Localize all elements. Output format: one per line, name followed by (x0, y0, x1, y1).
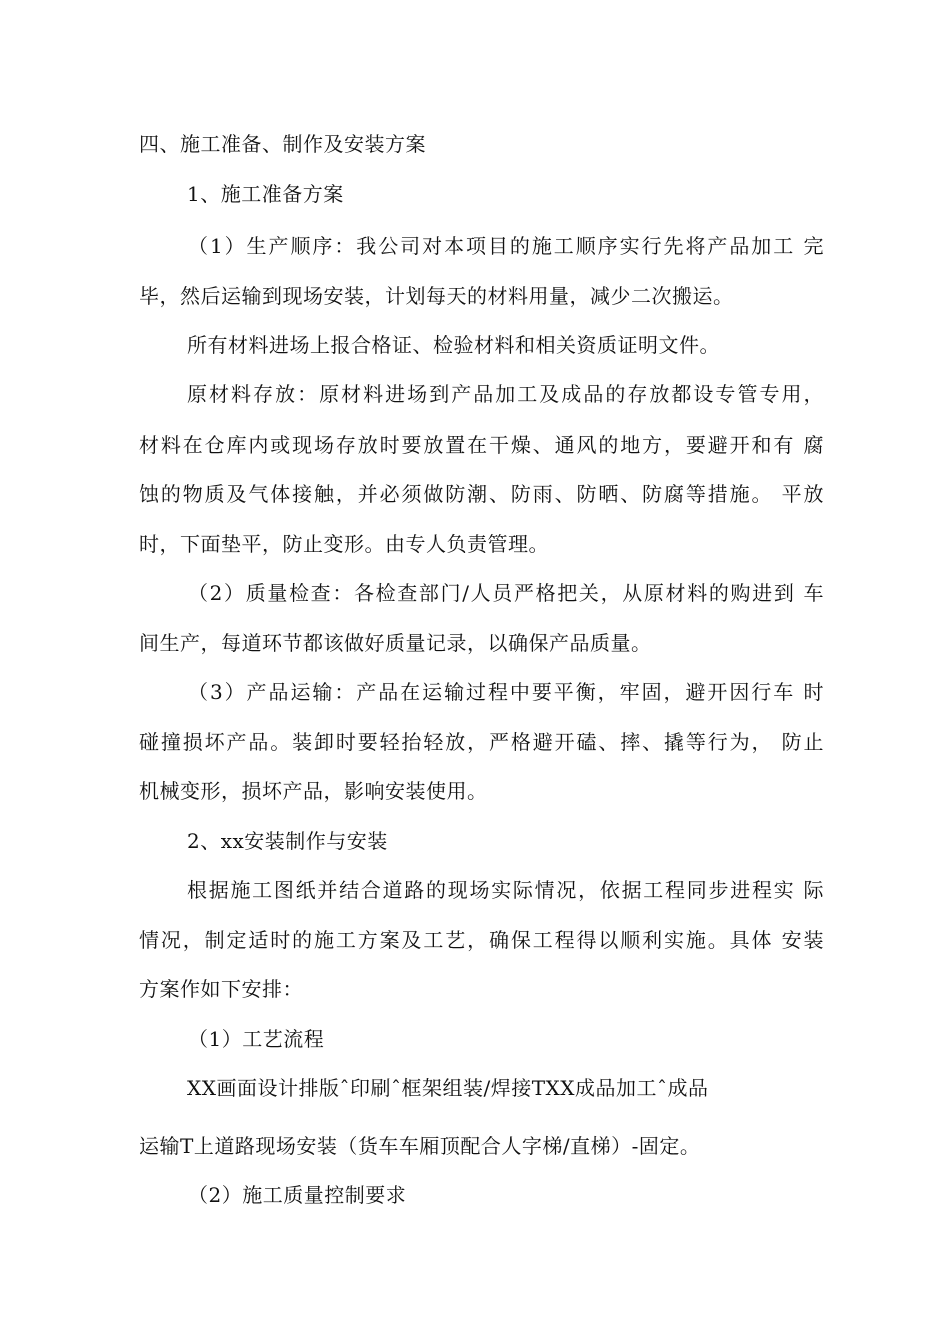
sub-heading-installation: 2、xx安装制作与安装 (187, 829, 388, 853)
para-storage-line-2: 材料在仓库内或现场存放时要放置在干燥、通风的地方，要避开和有 腐 (139, 433, 824, 457)
sub-heading-preparation: 1、施工准备方案 (187, 182, 344, 206)
item-quality-control-heading: （2）施工质量控制要求 (188, 1183, 407, 1207)
para-storage-line-4: 时，下面垫平，防止变形。由专人负责管理。 (139, 532, 549, 556)
para-storage-line-1: 原材料存放：原材料进场到产品加工及成品的存放都设专管专用， (187, 382, 824, 406)
para-plan-line-1: 根据施工图纸并结合道路的现场实际情况，依据工程同步进程实 际 (187, 878, 824, 902)
para-material-documents: 所有材料进场上报合格证、检验材料和相关资质证明文件。 (187, 333, 720, 357)
para-transport-line-3: 机械变形，损坏产品，影响安装使用。 (139, 779, 488, 803)
para-plan-line-3: 方案作如下安排： (139, 977, 303, 1001)
para-quality-check-line-1: （2）质量检查：各检查部门/人员严格把关，从原材料的购进到 车 (188, 581, 824, 605)
para-quality-check-line-2: 间生产，每道环节都该做好质量记录，以确保产品质量。 (139, 631, 652, 655)
flow-line-2: 运输T上道路现场安装（货车车厢顶配合人字梯/直梯）-固定。 (139, 1134, 701, 1158)
para-plan-line-2: 情况，制定适时的施工方案及工艺，确保工程得以顺利实施。具体 安装 (139, 928, 824, 952)
para-production-order-line-1: （1）生产顺序：我公司对本项目的施工顺序实行先将产品加工 完 (188, 234, 824, 258)
para-storage-line-3: 蚀的物质及气体接触，并必须做防潮、防雨、防晒、防腐等措施。 平放 (139, 482, 824, 506)
para-transport-line-2: 碰撞损坏产品。装卸时要轻抬轻放，严格避开磕、摔、撬等行为， 防止 (139, 730, 824, 754)
para-transport-line-1: （3）产品运输：产品在运输过程中要平衡，牢固，避开因行车 时 (188, 680, 824, 704)
para-production-order-line-2: 毕，然后运输到现场安装，计划每天的材料用量，减少二次搬运。 (139, 284, 734, 308)
item-process-flow-heading: （1）工艺流程 (188, 1027, 325, 1051)
flow-line-1: XX画面设计排版ˆ印刷ˆ框架组装/焊接TXX成品加工ˆ成品 (187, 1076, 709, 1100)
section-heading: 四、施工准备、制作及安装方案 (139, 132, 426, 156)
